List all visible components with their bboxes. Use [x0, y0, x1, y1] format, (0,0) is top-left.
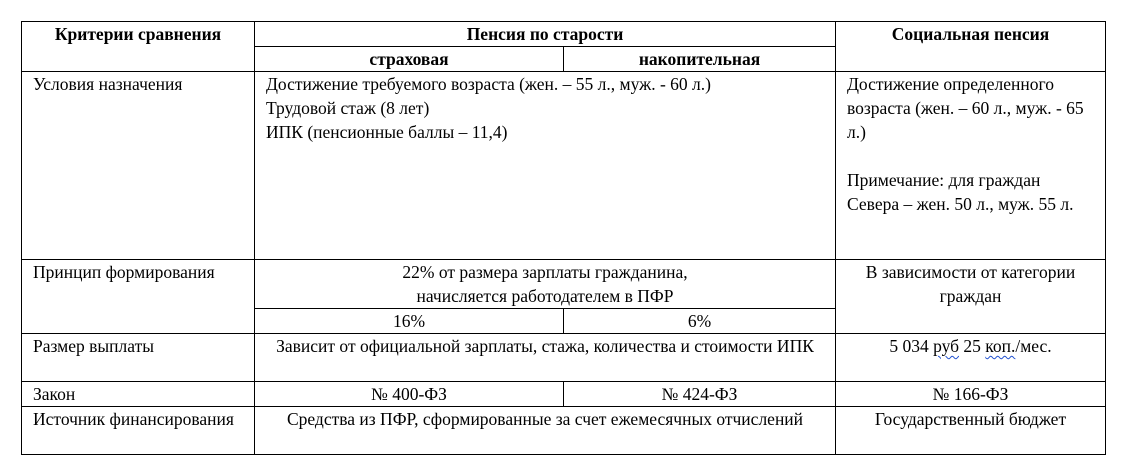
conditions-old-age: Достижение требуемого возраста (жен. – 55 л., муж. - 60 л.) Трудовой стаж (8 лет) ИПК (пенсионные баллы – 11,4) [255, 72, 836, 260]
payment-social [836, 334, 1106, 382]
payment-old-age: Зависит от официальной зарплаты, стажа, количества и стоимости ИПК [255, 334, 836, 382]
law-social: № 166-ФЗ [836, 382, 1106, 407]
comparison-table [21, 21, 1106, 455]
formation-social: В зависимости от категории граждан [836, 260, 1106, 334]
row-formation [22, 260, 1106, 309]
row-source [22, 407, 1106, 455]
payment-social-kop-amount: 25 [959, 336, 986, 356]
payment-label: Размер выплаты [22, 334, 255, 382]
row-conditions [22, 72, 1106, 260]
header-insurance: страховая [255, 47, 564, 72]
row-payment [22, 334, 1106, 382]
law-funded: № 424-ФЗ [564, 382, 836, 407]
law-insurance: № 400-ФЗ [255, 382, 564, 407]
conditions-social [836, 72, 1106, 260]
formation-old-age: 22% от размера зарплаты гражданина, начисляется работодателем в ПФР [255, 260, 836, 309]
formation-funded: 6% [564, 309, 836, 334]
payment-social-period: /мес. [1015, 336, 1052, 356]
conditions-social-text: Достижение определенного возраста (жен. – 60 л., муж. - 65 л.) [847, 74, 1084, 142]
payment-social-amount: 5 034 [889, 336, 934, 356]
header-funded: накопительная [564, 47, 836, 72]
source-social: Государственный бюджет [836, 407, 1106, 455]
source-old-age: Средства из ПФР, сформированные за счет ежемесячных отчислений [255, 407, 836, 455]
formation-insurance: 16% [255, 309, 564, 334]
header-social-pension: Социальная пенсия [836, 22, 1106, 72]
header-old-age-pension: Пенсия по старости [255, 22, 836, 47]
formation-label: Принцип формирования [22, 260, 255, 334]
source-label: Источник финансирования [22, 407, 255, 455]
header-criteria: Критерии сравнения [22, 22, 255, 72]
payment-social-kop: коп. [985, 336, 1016, 356]
law-label: Закон [22, 382, 255, 407]
payment-social-rub: руб [933, 336, 960, 356]
conditions-social-note: Примечание: для граждан Севера – жен. 50 л., муж. 55 л. [847, 170, 1074, 214]
conditions-label: Условия назначения [22, 72, 255, 260]
row-law [22, 382, 1106, 407]
